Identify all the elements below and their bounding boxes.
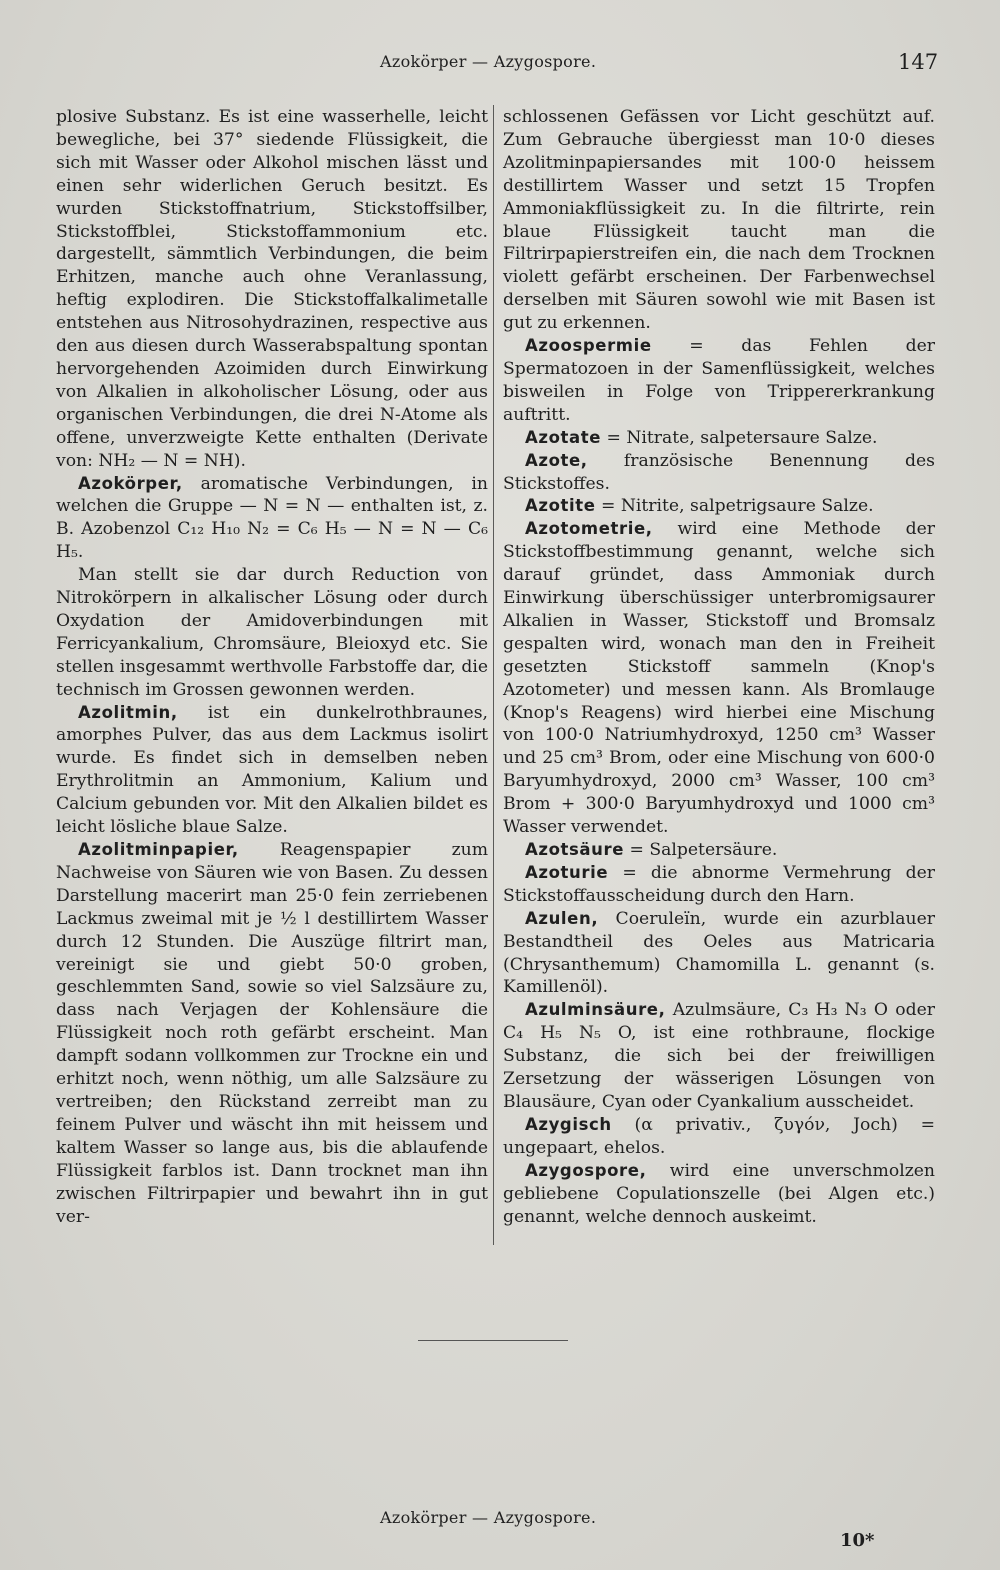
entry-text: wird eine unverschmolzen gebliebene Copulationszelle (bei Algen etc.) genannt, welche dennoch auskeimt. <box>503 1160 935 1227</box>
dictionary-entry <box>503 450 935 496</box>
dictionary-entry <box>56 839 488 1228</box>
entry-term: Azote, <box>525 450 588 470</box>
paragraph <box>503 106 935 335</box>
signature-mark: 10* <box>840 1530 875 1551</box>
dictionary-entry <box>503 518 935 839</box>
entry-text: Man stellt sie dar durch Reduction von Nitrokörpern in alkalischer Lösung oder durch Oxydation der Amidoverbindungen mit Ferricyankalium, Chromsäure, Bleioxyd etc. Sie stellen insgesammt werthvolle Farbstoffe dar, die technisch im Grossen gewonnen werden. <box>56 565 488 700</box>
entry-text: Azulmsäure, C₃ H₃ N₃ O oder C₄ H₅ N₅ O, ist eine rothbraune, flockige Substanz, die sich bei der freiwilligen Zersetzung der wässerigen Lösungen von Blausäure, Cyan oder Cyankalium ausscheidet. <box>503 1000 935 1112</box>
running-head: Azokörper — Azygospore. <box>380 52 597 71</box>
page-number: 147 <box>898 50 939 74</box>
entry-term: Azulen, <box>525 908 599 928</box>
entry-text: = Nitrite, salpetrigsaure Salze. <box>595 496 874 517</box>
entry-text: plosive Substanz. Es ist eine wasserhelle, leicht bewegliche, bei 37° siedende Flüssigkeit, die sich mit Wasser oder Alkohol mischen lässt und einen sehr widerlichen Geruch besitzt. Es wurden Stickstoffnatrium, Stickstoffsilber, Stickstoffblei, Stickstoffammonium etc. dargestellt, sämmtlich Verbindungen, die beim Erhitzen, manche auch ohne Veranlassung, heftig explodiren. Die Stickstoffalkalimetalle entstehen aus Nitrosohydrazinen, respective aus den aus diesen durch Wasserabspaltung spontan hervorgehenden Azoimiden durch Einwirkung von Alkalien in alkoholischer Lösung, oder aus organischen Verbindungen, die drei N-Atome als offene, unverzweigte Kette enthalten (Derivate von: NH₂ — N = NH). <box>56 107 488 471</box>
dictionary-entry <box>503 427 935 450</box>
entry-text: wird eine Methode der Stickstoffbestimmung genannt, welche sich darauf gründet, dass Ammoniak durch Einwirkung überschüssiger unterbromigsaurer Alkalien in Wasser, Stickstoff und Bromsalz gespalten wird, wonach man den in Freiheit gesetzten Stickstoff sammeln (Knop's Azotometer) und messen kann. Als Bromlauge (Knop's Reagens) wird hierbei eine Mischung von 100·0 Natriumhydroxyd, 1250 cm³ Wasser und 25 cm³ Brom, oder eine Mischung von 600·0 Baryumhydroxyd, 2000 cm³ Wasser, 100 cm³ Brom + 300·0 Baryumhydroxyd und 1000 cm³ Wasser verwendet. <box>503 519 935 838</box>
entry-text: = Nitrate, salpetersaure Salze. <box>601 427 878 448</box>
entry-text: = das Fehlen der Spermatozoen in der Samenflüssigkeit, welches bisweilen in Folge von Trippererkrankung auftritt. <box>503 336 935 425</box>
dictionary-entry <box>503 862 935 908</box>
entry-term: Azolitminpapier, <box>78 840 239 859</box>
left-column <box>56 106 488 1228</box>
dictionary-entry <box>56 473 488 565</box>
right-column <box>503 106 935 1228</box>
dictionary-entry <box>503 908 935 1000</box>
entry-term: Azoturie <box>525 862 609 882</box>
page-header <box>0 52 1000 82</box>
entry-term: Azotite <box>525 496 596 516</box>
dictionary-entry <box>503 1114 935 1160</box>
entry-term: Azulminsäure, <box>525 1000 666 1020</box>
entry-term: Azotometrie, <box>525 519 653 539</box>
entry-text: ist ein dunkelrothbraunes, amorphes Pulver, das aus dem Lackmus isolirt wurde. Es findet sich in demselben neben Erythrolitmin an Ammonium, Kalium und Calcium gebunden vor. Mit den Alkalien bildet es leicht lösliche blaue Salze. <box>56 702 488 838</box>
column-divider <box>493 105 494 1245</box>
dictionary-entry <box>503 495 935 518</box>
entry-text: = die abnorme Vermehrung der Stickstoffausscheidung durch den Harn. <box>503 862 935 906</box>
entry-text: Coeruleïn, wurde ein azurblauer Bestandtheil des Oeles aus Matricaria (Chrysanthemum) Chamomilla L. genannt (s. Kamillenöl). <box>503 908 935 998</box>
entry-text: Reagenspapier zum Nachweise von Säuren wie von Basen. Zu dessen Darstellung macerirt man 25·0 fein zerriebenen Lackmus zweimal mit je ½ l destillirtem Wasser durch 12 Stunden. Die Auszüge filtrirt man, vereinigt sie und giebt 50·0 groben, geschlemmten Sand, sowie so viel Salzsäure zu, dass nach Verjagen der Kohlensäure die Flüssigkeit noch roth gefärbt erscheint. Man dampft sodann vollkommen zur Trockne ein und erhitzt noch, wenn nöthig, um alle Salzsäure zu vertreiben; den Rückstand zerreibt man zu feinem Pulver und wäscht ihn mit heissem und kaltem Wasser so lange aus, bis die ablaufende Flüssigkeit farblos ist. Dann trocknet man ihn zwischen Filtrirpapier und bewahrt ihn in gut ver- <box>56 840 488 1227</box>
entry-term: Azotate <box>525 427 602 447</box>
dictionary-entry <box>503 999 935 1114</box>
entry-term: Azolitmin, <box>78 702 178 722</box>
entry-term: Azygospore, <box>525 1160 647 1180</box>
entry-text: aromatische Verbindungen, in welchen die Gruppe — N = N — enthalten ist, z. B. Azobenzol C₁₂ H₁₀ N₂ = C₆ H₅ — N = N — C₆ H₅. <box>56 473 488 563</box>
entry-term: Azokörper, <box>78 473 183 493</box>
entry-text: französische Benennung des Stickstoffes. <box>503 450 935 494</box>
paragraph <box>56 106 488 473</box>
footer-running-head: Azokörper — Azygospore. <box>380 1508 597 1527</box>
entry-text: (α privativ., ζυγόν, Joch) = ungepaart, ehelos. <box>503 1114 935 1158</box>
paragraph <box>56 564 488 701</box>
entry-text: schlossenen Gefässen vor Licht geschützt auf. Zum Gebrauche übergiesst man 10·0 dieses Azolitminpapiersandes mit 100·0 heissem destillirtem Wasser und setzt 15 Tropfen Ammoniakflüssigkeit zu. In die filtrirte, rein blaue Flüssigkeit taucht man die Filtrirpapierstreifen ein, die nach dem Trocknen violett gefärbt erscheinen. Der Farbenwechsel derselben mit Säuren sowohl wie mit Basen ist gut zu erkennen. <box>503 107 935 334</box>
dictionary-entry <box>503 839 935 862</box>
dictionary-entry <box>503 1160 935 1229</box>
entry-text: = Salpetersäure. <box>624 840 778 860</box>
dictionary-entry <box>503 335 935 427</box>
entry-term: Azoospermie <box>525 336 652 356</box>
entry-term: Azotsäure <box>525 840 625 859</box>
dictionary-entry <box>56 702 488 839</box>
entry-term: Azygisch <box>525 1114 612 1134</box>
bottom-rule <box>418 1340 568 1341</box>
